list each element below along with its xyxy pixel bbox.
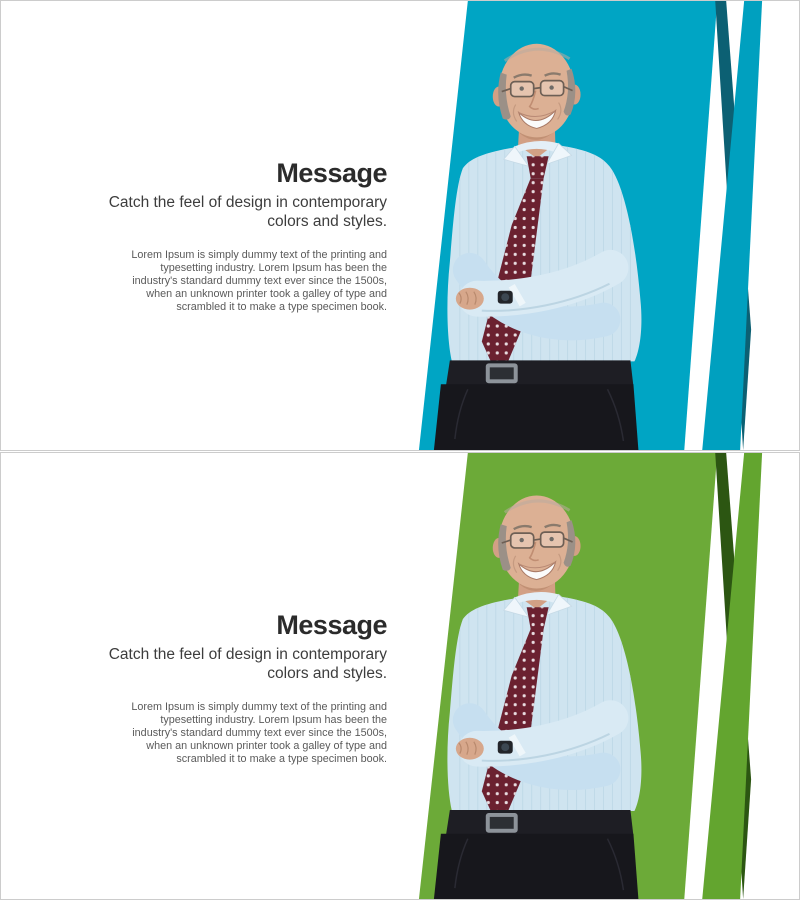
slide-thumbnail-green[interactable]: [0, 452, 800, 900]
slide-heading: Message: [276, 158, 387, 188]
slide-text-block: [85, 611, 387, 766]
slide-subtitle: Catch the feel of design in contemporary colors and styles.: [108, 194, 387, 231]
slide-body-text: Lorem Ipsum is simply dummy text of the printing and typesetting industry. Lorem Ipsum has been the industry's standard dummy text ever since the 1500s, when an unknown printer took a galley of type and scrambled it to make a type specimen book.: [131, 249, 387, 313]
slide-subtitle: Catch the feel of design in contemporary colors and styles.: [108, 646, 387, 683]
slide-text-block: [85, 159, 387, 314]
slide-heading: Message: [276, 610, 387, 640]
slide-body-text: Lorem Ipsum is simply dummy text of the printing and typesetting industry. Lorem Ipsum has been the industry's standard dummy text ever since the 1500s, when an unknown printer took a galley of type and scrambled it to make a type specimen book.: [131, 701, 387, 765]
